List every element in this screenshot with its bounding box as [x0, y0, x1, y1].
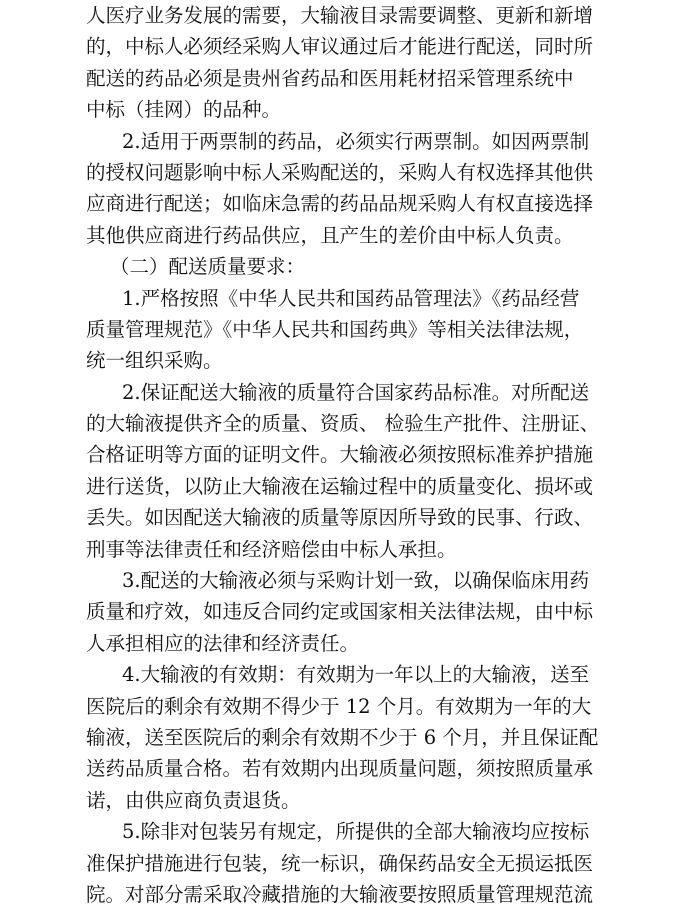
text-line-10: 1.严格按照《中华人民共和国药品管理法》《药品经营: [122, 286, 580, 310]
text-line-23: 医院后的剩余有效期不得少于 12 个月。有效期为一年的大: [86, 694, 592, 718]
text-line-16: 进行送货，以防止大输液在运输过程中的质量变化、损坏或: [86, 474, 594, 498]
text-line-2: 的，中标人必须经采购人审议通过后才能进行配送，同时所: [86, 35, 594, 59]
text-line-22: 4.大输液的有效期：有效期为一年以上的大输液，送至: [122, 663, 590, 687]
text-line-24: 输液，送至医院后的剩余有效期不少于 6 个月，并且保证配: [86, 725, 599, 749]
text-line-17: 丢失。如因配送大输液的质量等原因所导致的民事、行政、: [86, 506, 594, 530]
text-line-21: 人承担相应的法律和经济责任。: [86, 631, 360, 655]
text-line-4: 中标（挂网）的品种。: [86, 98, 282, 122]
text-line-11: 质量管理规范》《中华人民共和国药典》等相关法律法规，: [86, 317, 584, 341]
text-line-14: 的大输液提供齐全的质量、资质、 检验生产批件、注册证、: [86, 412, 600, 436]
text-line-25: 送药品质量合格。若有效期内出现质量问题，须按照质量承: [86, 757, 594, 781]
text-line-5: 2.适用于两票制的药品，必须实行两票制。如因两票制: [122, 129, 590, 153]
text-line-8: 其他供应商进行药品供应，且产生的差价由中标人负责。: [86, 223, 574, 247]
text-line-27: 5.除非对包装另有规定，所提供的全部大输液均应按标: [122, 820, 590, 844]
text-line-26: 诺，由供应商负责退货。: [86, 788, 301, 812]
text-line-6: 的授权问题影响中标人采购配送的，采购人有权选择其他供: [86, 160, 594, 184]
text-line-29: 院。对部分需采取冷藏措施的大输液要按照质量管理规范流: [86, 882, 594, 906]
text-line-28: 准保护措施进行包装，统一标识，确保药品安全无损运抵医: [86, 851, 594, 875]
text-line-1: 人医疗业务发展的需要，大输液目录需要调整、更新和新增: [86, 4, 594, 27]
text-line-19: 3.配送的大输液必须与采购计划一致，以确保临床用药: [122, 569, 590, 593]
section-heading: （二）配送质量要求：: [110, 255, 306, 279]
document-body: [86, 0, 640, 910]
text-line-12: 统一组织采购。: [86, 349, 223, 373]
text-line-13: 2.保证配送大输液的质量符合国家药品标准。对所配送: [122, 380, 590, 404]
text-line-20: 质量和疗效，如违反合同约定或国家相关法律法规，由中标: [86, 600, 594, 624]
text-line-18: 刑事等法律责任和经济赔偿由中标人承担。: [86, 537, 457, 561]
text-line-15: 合格证明等方面的证明文件。大输液必须按照标准养护措施: [86, 443, 594, 467]
text-line-3: 配送的药品必须是贵州省药品和医用耗材招采管理系统中: [86, 66, 574, 90]
text-line-7: 应商进行配送；如临床急需的药品品规采购人有权直接选择: [86, 192, 594, 216]
